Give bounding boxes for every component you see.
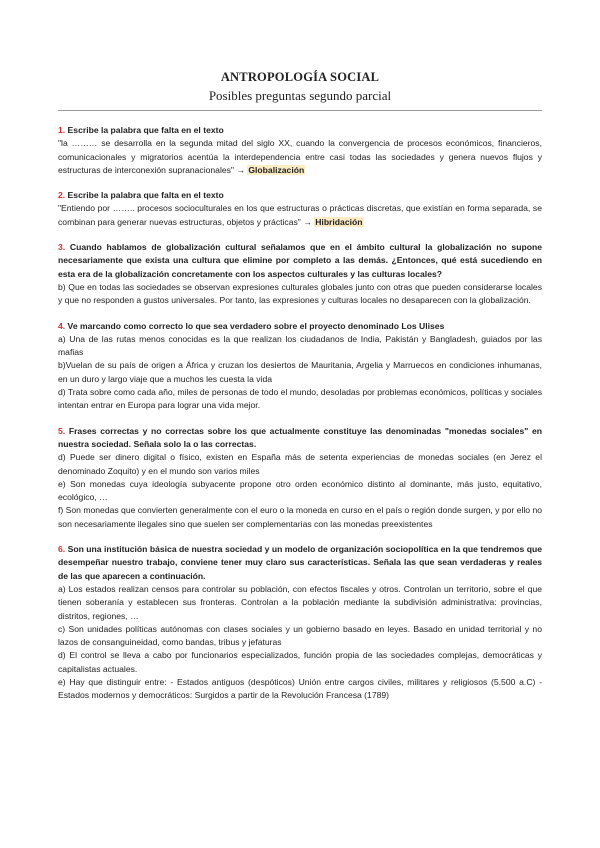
question-5-option-d: d) Puede ser dinero digital o físico, existen en España más de setenta experiencias de monedas sociales (en Jerez el denominado Zoquito) y en el mundo son varios miles — [58, 452, 542, 476]
question-6-option-e: e) Hay que distinguir entre: - Estados antiguos (despóticos) Unión entre cargos civiles, militares y religiosos (5.500 a.C) - Estados modernos y democráticos: Surgidos a partir de la Revolución Francesa (1789) — [58, 676, 542, 701]
question-1-title — [58, 124, 542, 137]
question-5-option-e: e) Son monedas cuya ideología subyacente propone otro orden económico distinto al dominante, más justo, equitativo, ecológico, … — [58, 478, 542, 503]
question-1 — [58, 124, 542, 177]
question-4 — [58, 320, 542, 413]
question-4-title-text: Ve marcando como correcto lo que sea verdadero sobre el proyecto denominado Los Ulises — [65, 320, 445, 331]
question-4-number: 4. — [58, 320, 66, 331]
question-1-title-text: Escribe la palabra que falta en el texto — [65, 125, 224, 135]
question-4-option-b: b)Vuelan de su país de origen a África y cruzan los desiertos de Mauritania, Argelia y Marruecos en condiciones inhumanas, en un duro y largo viaje que a muchos les cuesta la vida — [58, 360, 542, 384]
document-title: ANTROPOLOGÍA SOCIAL — [220, 70, 380, 84]
question-2-number: 2. — [58, 190, 66, 201]
question-1-number: 1. — [58, 125, 66, 135]
question-4-option-a: a) Una de las rutas menos conocidas es la que realizan los ciudadanos de India, Pakistán y Bangladesh, guiados por las mafias — [58, 333, 542, 358]
question-1-text — [58, 137, 542, 177]
question-6-option-d: d) El control se lleva a cabo por funcionarios especializados, función propia de las sociedades complejas, democráticas y capitalistas actuales. — [58, 650, 542, 674]
question-2-answer: Hibridación — [315, 216, 363, 227]
question-3 — [58, 241, 542, 307]
question-3-number: 3. — [58, 242, 66, 253]
question-5 — [58, 425, 542, 531]
question-6-option-c: c) Son unidades políticas autónomas con clases sociales y un gobierno basado en leyes. Basado en unidad territorial y no lazos de consanguineidad, como bandas, tribus y jefaturas — [58, 623, 542, 648]
question-4-option-d: d) Trata sobre como cada año, miles de personas de todo el mundo, desoladas por problemas económicos, políticas y sociales intentan entrar en Europa para lograr una vida mejor. — [58, 387, 542, 411]
question-4-title — [58, 320, 542, 333]
question-6-title — [58, 543, 542, 583]
question-5-number: 5. — [58, 425, 66, 436]
document-header — [58, 70, 542, 111]
question-3-title — [58, 241, 542, 281]
question-2-body: "Entiendo por …….. procesos socioculturales en los que estructuras o prácticas discretas, que existían en forma separada, se combinan para generar nuevas estructuras, objetos y prácticas" → — [58, 203, 542, 227]
question-5-title — [58, 425, 542, 452]
question-1-body: "la ……… se desarrolla en la segunda mitad del siglo XX, cuando la convergencia de procesos económicos, financieros, comunicacionales y migratorios acentúa la interdependencia entre casi todas las sociedades y genera nuevos flujos y estructuras de interconexión supranacionales" → — [58, 138, 542, 175]
question-6 — [58, 543, 542, 703]
header-divider — [58, 110, 542, 111]
question-2-title-text: Escribe la palabra que falta en el texto — [65, 190, 224, 201]
document-subtitle: Posibles preguntas segundo parcial — [208, 88, 392, 103]
question-5-option-f: f) Son monedas que convierten generalmente con el euro o la moneda en curso en el país o región donde surgen, y por ello no son necesariamente ilegales sino que suelen ser complementarias con las monedas preexistentes — [58, 505, 542, 529]
question-2 — [58, 189, 542, 229]
question-1-answer: Globalización — [248, 164, 305, 175]
question-3-title-text: Cuando hablamos de globalización cultural señalamos que en el ámbito cultural la globalización no supone necesariamente que exista una cultura que elimine por completo a las demás. ¿Entonces, qué está sucediendo en esta era de la globalización concretamente con los aspectos culturales y las culturas locales? — [58, 242, 542, 279]
question-3-option-b: b) Que en todas las sociedades se observan expresiones culturales globales junto con otras que pueden considerarse locales y que no responden a gustos universales. Por tanto, las expresiones y culturas locales no desaparecen con la globalización. — [58, 281, 542, 306]
question-2-text — [58, 202, 542, 229]
question-2-title — [58, 189, 542, 202]
question-6-number: 6. — [58, 544, 66, 555]
question-6-title-text: Son una institución básica de nuestra sociedad y un modelo de organización sociopolítica en la que tendremos que desempeñar nuestro trabajo, conviene tener muy claro sus características. Señala las que sean verdaderas y reales de las que aparecen a continuación. — [58, 544, 542, 581]
question-6-option-a: a) Los estados realizan censos para controlar su población, con efectos fiscales y otros. Controlan un territorio, sobre el que tienen soberanía y establecen sus fronteras. Controlan a la población mediante la subdivisión administrativa: provincias, distritos, regiones, … — [58, 583, 542, 621]
question-5-title-text: Frases correctas y no correctas sobre los que actualmente constituye las denominadas "monedas sociales" en nuestra sociedad. Señala solo la o las correctas. — [58, 425, 542, 449]
